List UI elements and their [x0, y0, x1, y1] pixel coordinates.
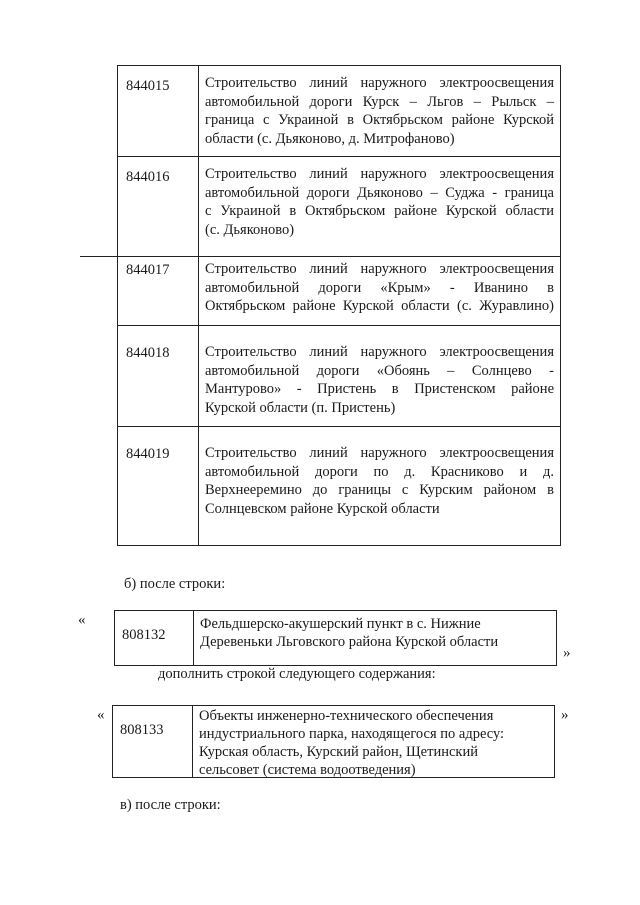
- desc-line: Строительство линий наружного электроосвещения: [205, 75, 554, 91]
- desc-line: Строительство линий наружного электроосвещения: [205, 261, 554, 277]
- table-row-description: [199, 157, 560, 239]
- desc-line: области (с. Дьяконово, д. Митрофаново): [205, 130, 455, 147]
- table-border-left: [114, 610, 115, 666]
- table-row-description: [199, 335, 560, 417]
- desc-line: индустриального парка, находящегося по адресу:: [199, 726, 505, 742]
- desc-line: Строительство линий наружного электроосвещения: [205, 344, 554, 360]
- quote-close: »: [561, 707, 569, 723]
- table-border-bottom: [117, 545, 561, 546]
- desc-line: Фельдшерско-акушерский пункт в с. Нижние: [200, 616, 481, 632]
- desc-line: Деревеньки Льговского района Курской области: [200, 634, 499, 650]
- table-row-code: 844015: [126, 78, 170, 94]
- desc-line: Курской области (п. Пристень): [205, 399, 396, 416]
- table-row-description: [199, 66, 560, 148]
- desc-line: автомобильной дороги Курск – Льгов – Рыльск –: [205, 93, 554, 110]
- desc-line: Мантурово» - Пристень в Пристенском районе: [205, 381, 554, 397]
- paragraph-add: дополнить строкой следующего содержания:: [158, 666, 436, 682]
- table-row-code: 808132: [122, 627, 166, 643]
- table-border-right: [556, 610, 557, 666]
- paragraph-b: б) после строки:: [124, 576, 226, 592]
- desc-line: граница с Украиной в Октябрьском районе Курской: [205, 112, 554, 128]
- table-row-code: 844018: [126, 345, 170, 361]
- table-border-right: [560, 65, 561, 546]
- table-row-divider: [117, 325, 561, 326]
- paragraph-v: в) после строки:: [120, 797, 221, 813]
- table-row-description: [193, 704, 554, 779]
- desc-line: автомобильной дороги «Обоянь – Солнцево -: [205, 362, 554, 379]
- table-row-code: 844019: [126, 446, 170, 462]
- quote-close: »: [563, 645, 571, 661]
- table-row-code: 808133: [120, 722, 164, 738]
- desc-line: (с. Дьяконово): [205, 221, 295, 238]
- table-border-right: [554, 705, 555, 778]
- desc-line: автомобильной дороги по д. Красниково и д.: [205, 463, 554, 480]
- table-row-divider: [117, 426, 561, 427]
- desc-line: Солнцевском районе Курской области: [205, 500, 440, 517]
- desc-line: сельсовет (система водоотведения): [199, 762, 416, 778]
- desc-line: Октябрьском районе Курской области (с. Журавлино): [205, 298, 554, 314]
- desc-line: автомобильной дороги «Крым» - Иванино в: [205, 279, 554, 296]
- desc-line: Строительство линий наружного электроосвещения: [205, 445, 554, 461]
- table-row-description: [199, 252, 560, 316]
- table-border-left: [117, 65, 118, 546]
- quote-open: «: [78, 612, 86, 628]
- desc-line: Курская область, Курский район, Щетинский: [199, 744, 478, 760]
- table-border-left: [112, 705, 113, 778]
- desc-line: Верхнееремино до границы с Курским районом в: [205, 482, 554, 498]
- desc-line: Строительство линий наружного электроосвещения: [205, 166, 554, 182]
- table-row-code: 844016: [126, 169, 170, 185]
- table-row-code: 844017: [126, 262, 170, 278]
- table-border-top: [114, 610, 557, 611]
- desc-line: автомобильной дороги Дьяконово – Суджа - граница: [205, 184, 554, 201]
- desc-line: с Украиной в Октябрьском районе Курской области: [205, 203, 554, 219]
- desc-line: Объекты инженерно-технического обеспечения: [199, 708, 494, 724]
- table-row-description: [199, 436, 560, 518]
- table-row-description: [194, 612, 556, 651]
- quote-open: «: [97, 707, 105, 723]
